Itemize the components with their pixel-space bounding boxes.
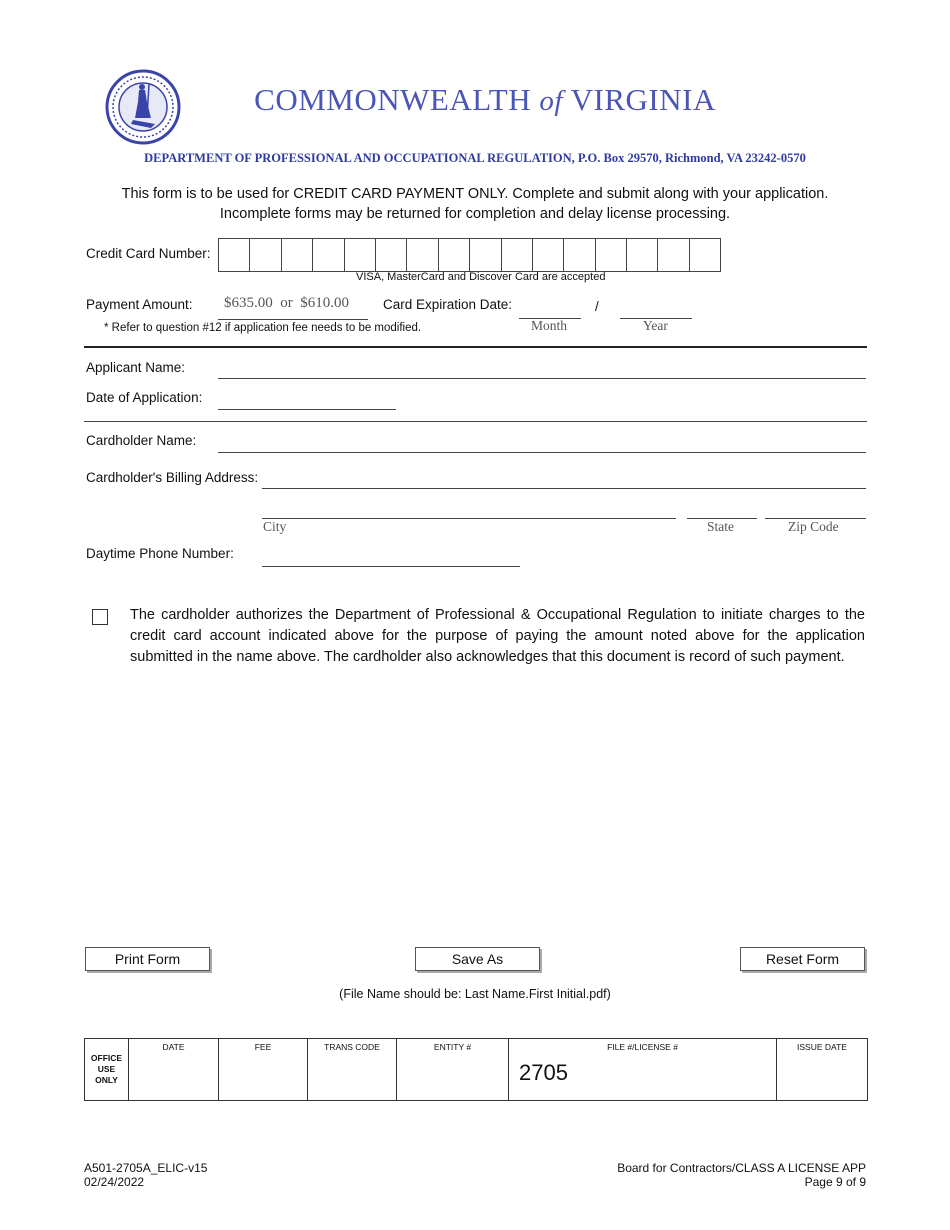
daytime-phone-label: Daytime Phone Number: <box>86 546 234 561</box>
office-issue-date-cell: ISSUE DATE <box>777 1039 868 1101</box>
billing-address-label: Cardholder's Billing Address: <box>86 470 259 485</box>
office-trans-code-cell: TRANS CODE <box>308 1039 397 1101</box>
board-name: Board for Contractors/CLASS A LICENSE APP <box>617 1161 866 1175</box>
city-input[interactable] <box>262 518 676 519</box>
form-id: A501-2705A_ELIC-v15 <box>84 1161 208 1175</box>
applicant-name-label: Applicant Name: <box>86 360 186 375</box>
footer-left <box>84 1161 207 1189</box>
date-of-application-label: Date of Application: <box>86 390 203 405</box>
payment-amount-label: Payment Amount: <box>86 297 193 312</box>
office-date-cell: DATE <box>129 1039 219 1101</box>
accepted-cards-note: VISA, MasterCard and Discover Card are accepted <box>356 271 606 283</box>
credit-card-number-label: Credit Card Number: <box>86 246 211 261</box>
billing-address-input[interactable] <box>262 488 866 489</box>
daytime-phone-input[interactable] <box>262 566 520 567</box>
file-license-value: 2705 <box>519 1060 568 1085</box>
page-number: Page 9 of 9 <box>804 1175 866 1189</box>
office-use-table <box>84 1038 868 1101</box>
save-as-button[interactable]: Save As <box>415 947 540 971</box>
intro-line-2: Incomplete forms may be returned for completion and delay license processing. <box>219 206 731 222</box>
refer-note: * Refer to question #12 if application fee needs to be modified. <box>104 322 422 334</box>
month-label: Month <box>531 318 568 333</box>
payment-amount-line <box>218 319 368 320</box>
authorization-checkbox[interactable] <box>92 609 108 625</box>
department-address: DEPARTMENT OF PROFESSIONAL AND OCCUPATIONAL REGULATION, P.O. Box 29570, Richmond, VA 23242-0570 <box>144 151 806 165</box>
card-expiration-label: Card Expiration Date: <box>383 297 513 312</box>
file-name-note: (File Name should be: Last Name.First Initial.pdf) <box>339 987 611 1001</box>
form-date: 02/24/2022 <box>84 1175 145 1189</box>
print-form-button[interactable]: Print Form <box>85 947 210 971</box>
payment-amount-value: $635.00 or $610.00 <box>224 295 349 311</box>
intro-line-1: This form is to be used for CREDIT CARD PAYMENT ONLY. Complete and submit along with your application. <box>121 186 829 202</box>
cardholder-name-input[interactable] <box>218 452 866 453</box>
office-use-only-label: OFFICE USE ONLY <box>85 1039 129 1101</box>
office-file-license-cell: FILE #/LICENSE # 2705 <box>509 1039 777 1101</box>
credit-card-number-input[interactable] <box>218 238 721 272</box>
date-of-application-input[interactable] <box>218 409 396 410</box>
section-divider-2 <box>84 421 867 422</box>
applicant-name-input[interactable] <box>218 378 866 379</box>
footer-right <box>617 1161 866 1189</box>
office-entity-cell: ENTITY # <box>397 1039 509 1101</box>
expiration-slash: / <box>595 299 599 314</box>
cardholder-name-label: Cardholder Name: <box>86 433 197 448</box>
reset-form-button[interactable]: Reset Form <box>740 947 865 971</box>
section-divider-1 <box>84 346 867 348</box>
commonwealth-title: COMMONWEALTH of VIRGINIA <box>254 82 716 117</box>
state-label: State <box>707 519 734 534</box>
year-label: Year <box>643 318 668 333</box>
zip-code-label: Zip Code <box>788 519 839 534</box>
city-label: City <box>263 519 287 534</box>
office-fee-cell: FEE <box>219 1039 308 1101</box>
authorization-text: The cardholder authorizes the Department of Professional & Occupational Regulation to initiate charges to the credit card account indicated above for the purpose of paying the amount noted above for the application submitted in the name above. The cardholder also acknowledges that this document is record of such payment. <box>130 607 865 665</box>
